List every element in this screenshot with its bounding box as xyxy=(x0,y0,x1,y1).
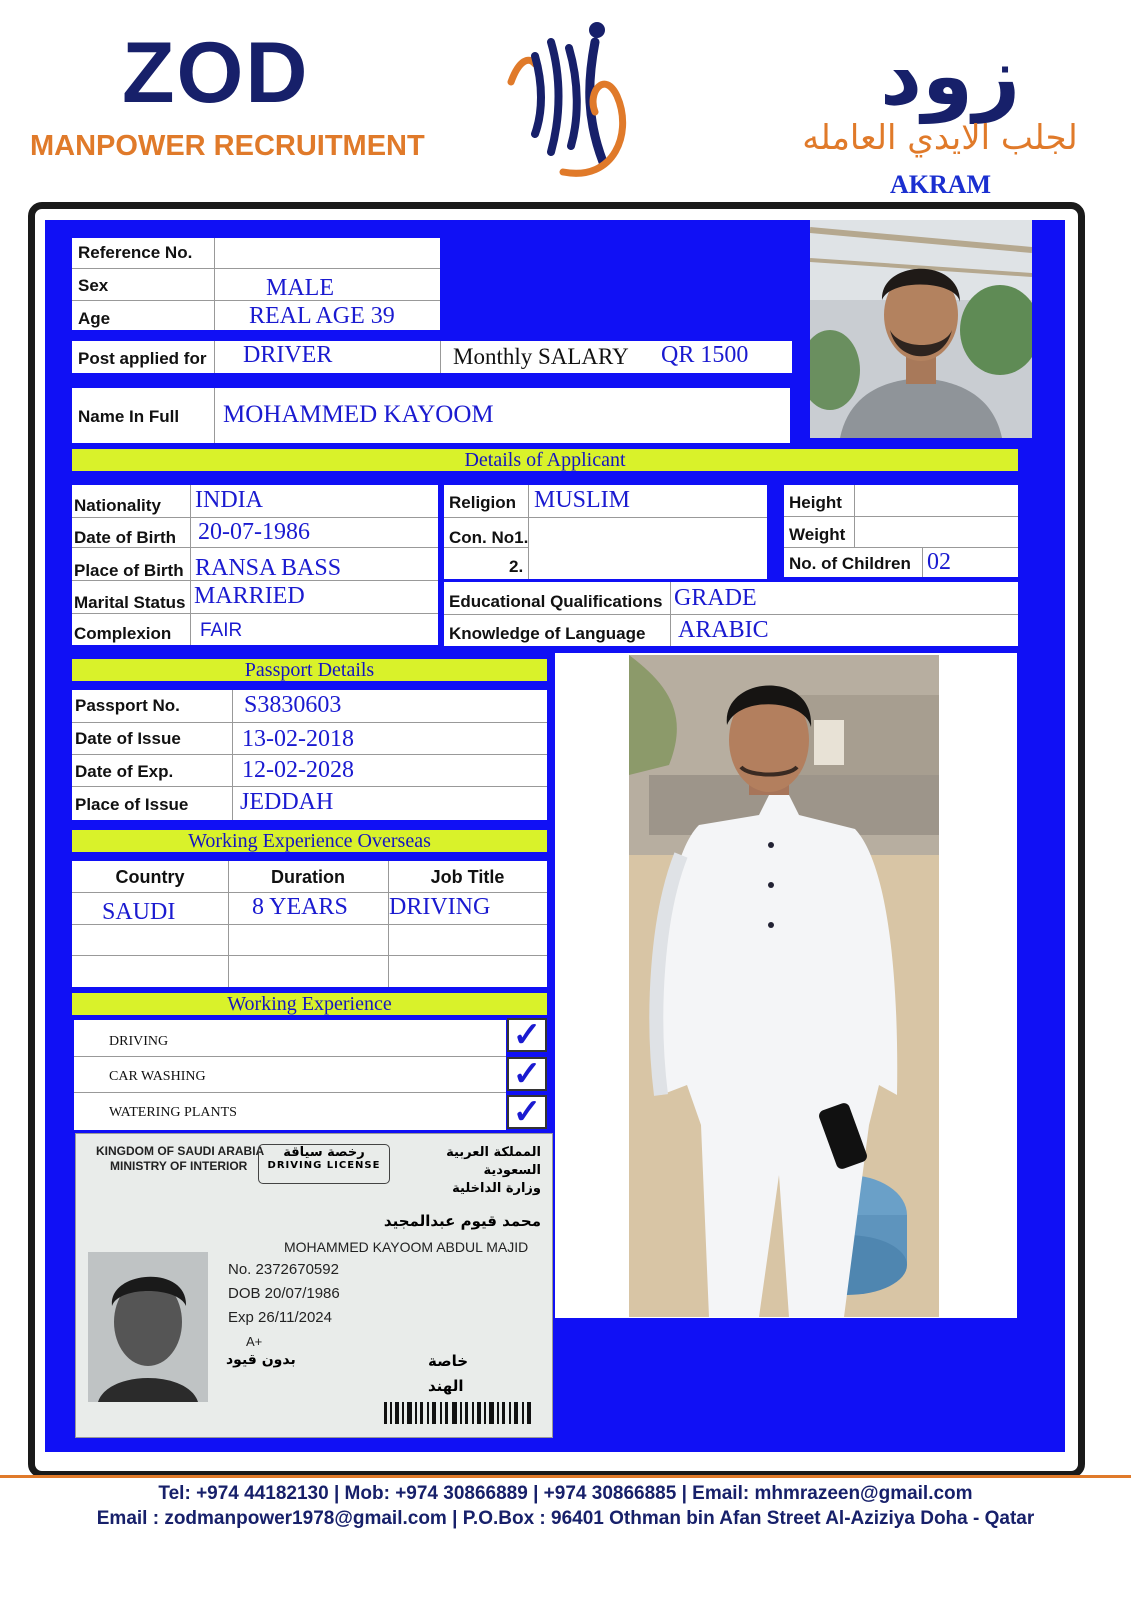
dob-value: 20-07-1986 xyxy=(198,519,310,545)
license-type-ar: خاصة xyxy=(428,1352,469,1370)
sex-value: MALE xyxy=(266,275,334,301)
overseas-header: Working Experience Overseas xyxy=(72,830,547,852)
dob-label: Date of Birth xyxy=(74,528,176,547)
passport-issue-value: 13-02-2018 xyxy=(242,726,354,752)
language-label: Knowledge of Language xyxy=(449,624,646,643)
children-label: No. of Children xyxy=(789,554,911,573)
language-value: ARABIC xyxy=(678,617,769,643)
driving-license-card xyxy=(75,1133,553,1438)
post-label: Post applied for xyxy=(78,349,207,368)
passport-number-value: S3830603 xyxy=(244,692,342,718)
skill-item-driving: DRIVING xyxy=(109,1034,169,1049)
license-ministry-en: MINISTRY OF INTERIOR xyxy=(110,1159,248,1173)
license-title-en: DRIVING LICENSE xyxy=(267,1160,381,1171)
applicant-portrait-photo xyxy=(810,220,1032,438)
overseas-row-country: SAUDI xyxy=(102,899,176,925)
footer-divider xyxy=(0,1475,1131,1478)
pob-value: RANSA BASS xyxy=(195,555,342,581)
passport-place-value: JEDDAH xyxy=(240,789,334,815)
height-label: Height xyxy=(789,493,842,512)
license-restriction-ar: بدون قيود xyxy=(226,1352,296,1368)
age-label: Age xyxy=(78,309,111,328)
applicant-full-body-photo xyxy=(629,655,939,1317)
footer-address-line: Email : zodmanpower1978@gmail.com | P.O.Box : 96401 Othman bin Afan Street Al-Aziziya Doha - Qatar xyxy=(96,1508,1035,1529)
experience-list xyxy=(74,1020,506,1130)
salary-value: QR 1500 xyxy=(661,342,749,368)
overseas-col-job: Job Title xyxy=(430,867,505,887)
passport-table xyxy=(72,690,547,820)
license-barcode xyxy=(384,1402,534,1424)
education-language-table xyxy=(444,582,1018,646)
overseas-table xyxy=(72,861,547,987)
overseas-col-country: Country xyxy=(115,867,185,887)
footer-contact-line: Tel: +974 44182130 | Mob: +974 30866889 | +974 30866885 | Email: mhmrazeen@gmail.com xyxy=(158,1483,973,1504)
religion-value: MUSLIM xyxy=(534,487,631,513)
age-value: REAL AGE 39 xyxy=(249,303,395,329)
weight-label: Weight xyxy=(789,525,846,544)
religion-label: Religion xyxy=(449,493,517,512)
company-arabic-subtitle: لجلب الايدي العامله xyxy=(802,118,1078,158)
passport-place-label: Place of Issue xyxy=(75,795,189,814)
license-name-en: MOHAMMED KAYOOM ABDUL MAJID xyxy=(284,1239,529,1255)
sex-label: Sex xyxy=(78,276,109,295)
education-value: GRADE xyxy=(674,585,757,611)
passport-number-label: Passport No. xyxy=(75,696,180,715)
experience-header: Working Experience xyxy=(72,993,547,1015)
checkmark-icon: ✓ xyxy=(507,1018,547,1052)
passport-header: Passport Details xyxy=(72,659,547,681)
skill-item-car-washing: CAR WASHING xyxy=(109,1069,206,1084)
license-number: No. 2372670592 xyxy=(228,1261,339,1278)
details-left-table xyxy=(72,485,438,645)
marital-value: MARRIED xyxy=(194,583,305,609)
checkmark-icon: ✓ xyxy=(507,1057,547,1091)
nationality-value: INDIA xyxy=(195,487,263,513)
license-dob: DOB 20/07/1986 xyxy=(228,1285,340,1302)
overseas-col-duration: Duration xyxy=(271,867,345,887)
post-salary-row xyxy=(72,341,792,373)
license-country-ar: المملكة العربية السعودية xyxy=(446,1145,541,1178)
license-name-ar: محمد قيوم عبدالمجيد xyxy=(383,1212,541,1230)
overseas-row-job: DRIVING xyxy=(389,894,491,920)
top-info-table xyxy=(72,238,440,330)
marital-label: Marital Status xyxy=(74,593,186,612)
passport-issue-label: Date of Issue xyxy=(75,729,181,748)
full-name-value: MOHAMMED KAYOOM xyxy=(223,401,494,428)
company-subtitle: MANPOWER RECRUITMENT xyxy=(30,130,425,162)
license-country-en: KINGDOM OF SAUDI ARABIA xyxy=(96,1144,265,1158)
complexion-label: Complexion xyxy=(74,624,172,643)
passport-expiry-label: Date of Exp. xyxy=(75,762,174,781)
license-title-ar: رخصة سياقة xyxy=(283,1145,365,1160)
name-label: Name In Full xyxy=(78,407,180,426)
company-name: ZOD xyxy=(122,25,310,121)
pob-label: Place of Birth xyxy=(74,561,184,580)
salary-label: Monthly SALARY xyxy=(453,344,629,369)
company-arabic-name: زود xyxy=(880,29,1021,124)
license-expiry: Exp 26/11/2024 xyxy=(228,1309,332,1326)
overseas-row-duration: 8 YEARS xyxy=(252,894,348,920)
skill-item-watering-plants: WATERING PLANTS xyxy=(109,1105,237,1120)
nationality-label: Nationality xyxy=(74,496,161,515)
license-ministry-ar: وزارة الداخلية xyxy=(452,1181,541,1196)
complexion-value: FAIR xyxy=(200,620,243,641)
license-blood: A+ xyxy=(246,1334,263,1349)
company-logo-icon xyxy=(505,12,635,182)
license-photo xyxy=(88,1252,208,1402)
checkmark-icon: ✓ xyxy=(507,1095,547,1129)
details-right-table xyxy=(784,485,1018,577)
license-title-box xyxy=(258,1144,390,1184)
contact2-label: 2. xyxy=(509,557,524,576)
contact1-label: Con. No1. xyxy=(449,528,529,547)
details-header: Details of Applicant xyxy=(72,449,1018,471)
name-row xyxy=(72,388,790,443)
post-value: DRIVER xyxy=(243,342,333,368)
agent-name: AKRAM xyxy=(890,170,992,199)
passport-expiry-value: 12-02-2028 xyxy=(242,757,354,783)
reference-label: Reference No. xyxy=(78,243,193,262)
license-nationality-ar: الهند xyxy=(428,1377,464,1395)
education-label: Educational Qualifications xyxy=(449,592,663,611)
children-value: 02 xyxy=(927,549,951,575)
details-middle-table xyxy=(444,485,767,579)
